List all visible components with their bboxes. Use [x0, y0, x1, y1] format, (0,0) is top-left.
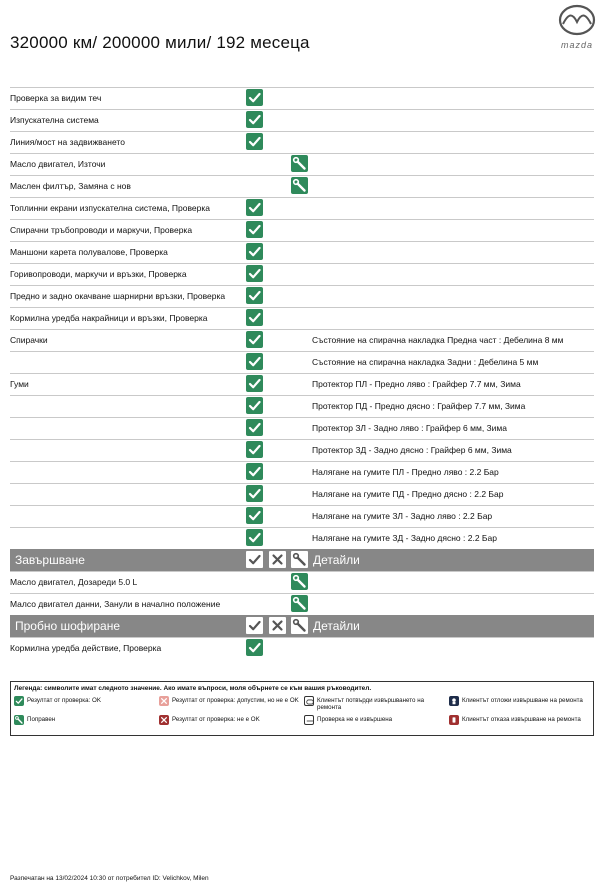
legend-item — [304, 715, 446, 731]
check-icon — [246, 265, 263, 282]
section-details-label: Детайли — [313, 619, 360, 633]
check-icon — [246, 617, 263, 634]
legend-heading: Легенда: символите имат следното значение. Ако имате въпроси, моля обърнете се към вашия ръководител. — [14, 685, 372, 692]
table-row — [10, 219, 594, 241]
check-icon — [246, 287, 263, 304]
legend-item — [14, 715, 156, 731]
row-label: Спирачни тръбопроводи и маркучи, Проверка — [10, 225, 193, 235]
fail-x-icon — [159, 715, 169, 725]
table-row — [10, 329, 594, 351]
table-row — [10, 87, 594, 109]
legend-item — [159, 696, 301, 712]
section-details-label: Детайли — [313, 553, 360, 567]
table-row — [10, 373, 594, 395]
customer-postpone-icon — [449, 696, 459, 706]
wrench-icon — [14, 715, 24, 725]
check-icon — [246, 397, 263, 414]
table-row — [10, 483, 594, 505]
table-row — [10, 197, 594, 219]
row-detail: Налягане на гумите ПД - Предно дясно : 2.2 Бар — [312, 489, 504, 499]
brand-wordmark: mazda — [560, 40, 593, 50]
check-icon — [14, 696, 24, 706]
legend-text: Резултат от проверка: допустим, но не е OK — [172, 697, 299, 704]
row-label: Малсо двигател данни, Занули в начално положение — [10, 599, 221, 609]
legend-item — [449, 696, 591, 712]
caution-x-icon — [159, 696, 169, 706]
section-title: Завършване — [15, 553, 85, 567]
check-icon — [246, 507, 263, 524]
legend — [10, 681, 594, 736]
check-icon — [246, 375, 263, 392]
legend-text: Проверка не е извършена — [317, 716, 393, 723]
table-row — [10, 153, 594, 175]
check-icon — [246, 441, 263, 458]
table-row — [10, 439, 594, 461]
customer-confirm-icon — [304, 696, 314, 706]
section-header — [10, 549, 594, 571]
row-label: Гуми — [10, 379, 29, 389]
table-row — [10, 241, 594, 263]
check-icon — [246, 221, 263, 238]
row-label: Масло двигател, Дозареди 5.0 L — [10, 577, 138, 587]
customer-refuse-icon — [449, 715, 459, 725]
legend-item — [304, 696, 446, 712]
inspection-list — [10, 87, 594, 659]
legend-text: Поправен — [27, 716, 56, 723]
legend-text: Клиентът отказа извършване на ремонта — [462, 716, 581, 723]
check-icon — [246, 485, 263, 502]
row-label: Линия/мост на задвижването — [10, 137, 125, 147]
table-row — [10, 527, 594, 549]
row-detail: Налягане на гумите ЗЛ - Задно ляво : 2.2 Бар — [312, 511, 493, 521]
row-detail: Протектор ПЛ - Предно ляво : Грайфер 7.7 мм, Зима — [312, 379, 521, 389]
table-row — [10, 263, 594, 285]
row-label: Изпускателна система — [10, 115, 99, 125]
row-label: Топлинни екрани изпускателна система, Проверка — [10, 203, 210, 213]
close-icon — [269, 617, 286, 634]
wrench-icon — [291, 595, 308, 612]
section-title: Пробно шофиране — [15, 619, 121, 633]
table-row — [10, 637, 594, 659]
row-detail: Протектор ЗЛ - Задно ляво : Грайфер 6 мм, Зима — [312, 423, 507, 433]
legend-text: Клиентът отложи извършване на ремонта — [462, 697, 583, 704]
wrench-icon — [291, 573, 308, 590]
check-icon — [246, 133, 263, 150]
table-row — [10, 505, 594, 527]
table-row — [10, 109, 594, 131]
wrench-icon — [291, 177, 308, 194]
row-label: Проверка за видим теч — [10, 93, 102, 103]
row-label: Маслен филтър, Замяна с нов — [10, 181, 131, 191]
check-icon — [246, 243, 263, 260]
table-row — [10, 131, 594, 153]
row-label: Предно и задно окачване шарнирни връзки, Проверка — [10, 291, 226, 301]
row-label: Горивопроводи, маркучи и връзки, Проверка — [10, 269, 187, 279]
row-label: Маншони карета полувалове, Проверка — [10, 247, 168, 257]
check-icon — [246, 463, 263, 480]
table-row — [10, 593, 594, 615]
row-detail: Състояние на спирачна накладка Задни : Дебелина 5 мм — [312, 357, 539, 367]
check-icon — [246, 331, 263, 348]
table-row — [10, 571, 594, 593]
row-detail: Налягане на гумите ЗД - Задно дясно : 2.2 Бар — [312, 533, 497, 543]
legend-item — [449, 715, 591, 731]
check-icon — [246, 529, 263, 546]
check-icon — [246, 551, 263, 568]
legend-item — [14, 696, 156, 712]
row-detail: Протектор ЗД - Задно дясно : Грайфер 6 мм, Зима — [312, 445, 512, 455]
row-detail: Състояние на спирачна накладка Предна част : Дебелина 8 мм — [312, 335, 564, 345]
check-icon — [246, 89, 263, 106]
page-title: 320000 км/ 200000 мили/ 192 месеца — [10, 33, 310, 52]
check-icon — [246, 199, 263, 216]
table-row — [10, 461, 594, 483]
row-detail: Налягане на гумите ПЛ - Предно ляво : 2.2 Бар — [312, 467, 499, 477]
legend-item — [159, 715, 301, 731]
row-detail: Протектор ПД - Предно дясно : Грайфер 7.7 мм, Зима — [312, 401, 526, 411]
table-row — [10, 417, 594, 439]
table-row — [10, 351, 594, 373]
close-icon — [269, 551, 286, 568]
check-icon — [246, 111, 263, 128]
legend-text: Клиентът потвърди извършването на ремонта — [317, 697, 425, 711]
table-row — [10, 307, 594, 329]
print-footer: Разпечатан на 13/02/2024 10:30 от потребител ID: Velichkov, Milen — [10, 875, 209, 882]
section-header — [10, 615, 594, 637]
check-icon — [246, 419, 263, 436]
not-done-icon — [304, 715, 314, 725]
row-label: Спирачки — [10, 335, 48, 345]
table-row — [10, 285, 594, 307]
wrench-icon — [291, 617, 308, 634]
check-icon — [246, 309, 263, 326]
row-label: Кормилна уредба действие, Проверка — [10, 643, 162, 653]
row-label: Кормилна уредба накрайници и връзки, Проверка — [10, 313, 208, 323]
wrench-icon — [291, 551, 308, 568]
check-icon — [246, 639, 263, 656]
legend-text: Резултат от проверка: OK — [27, 697, 101, 704]
wrench-icon — [291, 155, 308, 172]
row-label: Масло двигател, Източи — [10, 159, 106, 169]
check-icon — [246, 353, 263, 370]
table-row — [10, 175, 594, 197]
legend-text: Резултат от проверка: не е OK — [172, 716, 260, 723]
table-row — [10, 395, 594, 417]
